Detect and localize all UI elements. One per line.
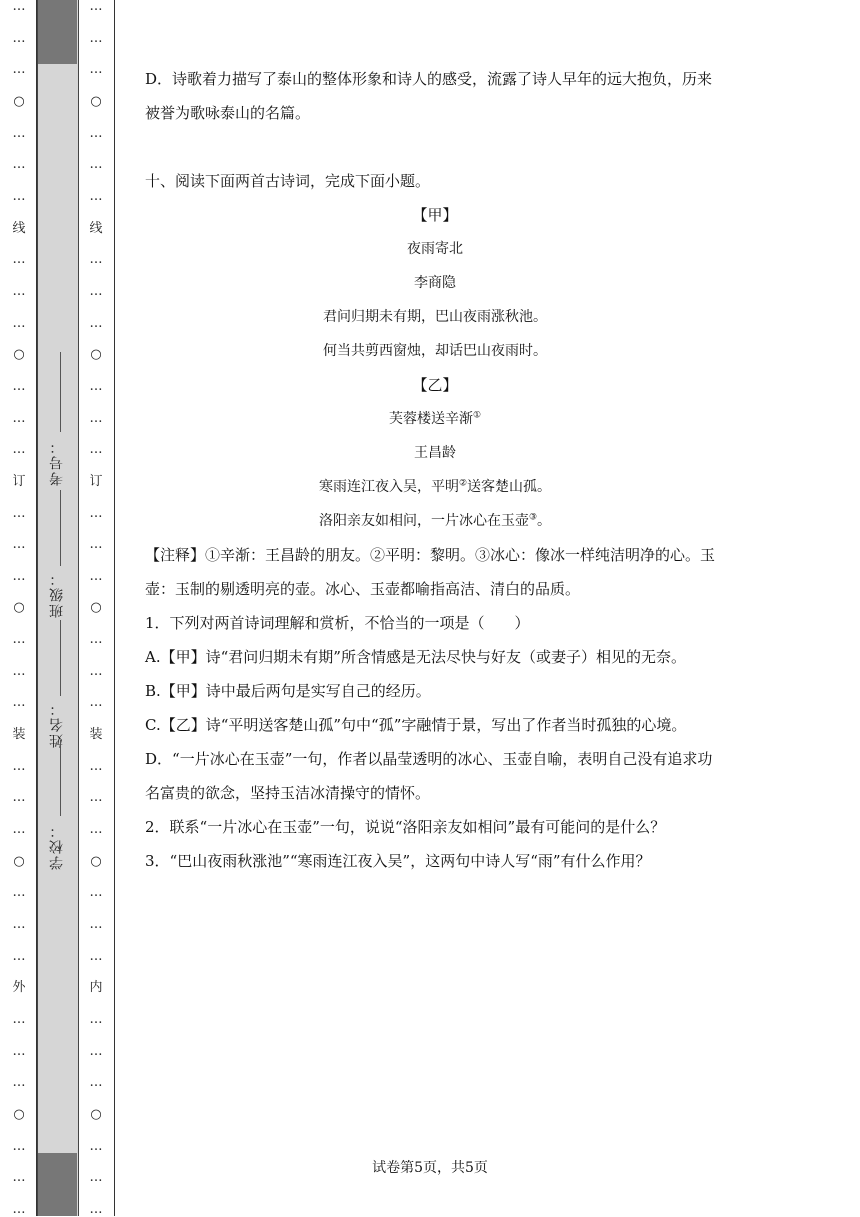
outer-binding-mark: …	[12, 442, 26, 458]
poem-a-author: 李商隐	[414, 275, 456, 291]
class-underline	[60, 490, 61, 566]
exam-no-field[interactable]	[46, 438, 68, 486]
poem-b-line-1: 寒雨连江夜入吴，平明②送客楚山孤。	[318, 478, 552, 495]
footnote-ref-1: ①	[472, 410, 482, 421]
outer-binding-marks	[9, 0, 29, 1216]
poem-b-tag: 【乙】	[412, 376, 458, 394]
inner-binding-mark: …	[89, 568, 103, 584]
inner-binding-mark: …	[89, 537, 103, 553]
prev-option-d-cont: 被誉为歌咏泰山的名篇。	[145, 104, 311, 122]
outer-binding-mark: …	[12, 188, 26, 204]
outer-binding-mark: 线	[12, 220, 26, 236]
outer-binding-mark: …	[12, 885, 26, 901]
inner-binding-mark: ○	[90, 347, 102, 363]
inner-binding-mark: …	[89, 663, 103, 679]
poem-b-title: 芙蓉楼送辛渐①	[388, 410, 482, 427]
outer-binding-mark: …	[12, 283, 26, 299]
inner-binding-mark: 内	[89, 980, 103, 996]
outer-binding-mark: …	[12, 663, 26, 679]
inner-binding-mark: …	[89, 283, 103, 299]
outer-binding-mark: …	[12, 315, 26, 331]
inner-binding-mark: ○	[90, 1106, 102, 1122]
outer-binding-mark: …	[12, 568, 26, 584]
school-label: 学校：	[49, 822, 65, 870]
poem-b-author: 王昌龄	[414, 445, 456, 461]
exam-no-label: 考号：	[49, 438, 65, 486]
outer-binding-mark: …	[12, 157, 26, 173]
inner-binding-mark: …	[89, 125, 103, 141]
question-1: 1．下列对两首诗词理解和赏析，不恰当的一项是（ ）	[145, 614, 530, 632]
inner-binding-mark: …	[89, 758, 103, 774]
q1-option-d-cont: 名富贵的欲念，坚持玉洁冰清操守的情怀。	[145, 784, 431, 802]
outer-binding-mark: …	[12, 917, 26, 933]
outer-binding-mark: …	[12, 1138, 26, 1154]
footnote-ref-2: ②	[458, 478, 468, 489]
inner-binding-mark: …	[89, 695, 103, 711]
name-underline	[60, 620, 61, 696]
inner-binding-mark: …	[89, 790, 103, 806]
school-field[interactable]	[46, 822, 68, 870]
outer-binding-mark: ○	[13, 93, 25, 109]
outer-binding-mark: …	[12, 822, 26, 838]
poem-a-title: 夜雨寄北	[407, 241, 463, 257]
band-top-block	[38, 0, 77, 64]
outer-binding-mark: 订	[12, 473, 26, 489]
inner-binding-mark: …	[89, 252, 103, 268]
name-label: 姓名：	[49, 700, 65, 748]
q1-option-c: C.【乙】诗“平明送客楚山孤”句中“孤”字融情于景，写出了作者当时孤独的心境。	[145, 716, 687, 734]
class-label: 班级：	[49, 570, 65, 618]
outer-binding-mark: …	[12, 505, 26, 521]
outer-binding-mark: ○	[13, 853, 25, 869]
inner-binding-mark: …	[89, 885, 103, 901]
outer-binding-mark: …	[12, 252, 26, 268]
annotation-notes: 【注释】①辛渐：王昌龄的朋友。②平明：黎明。③冰心：像冰一样纯洁明净的心。玉	[145, 546, 716, 564]
inner-binding-mark: 线	[89, 220, 103, 236]
inner-binding-mark: …	[89, 157, 103, 173]
outer-binding-mark: …	[12, 1075, 26, 1091]
outer-binding-mark: …	[12, 30, 26, 46]
inner-binding-mark: …	[89, 505, 103, 521]
inner-binding-mark: …	[89, 378, 103, 394]
outer-binding-mark: …	[12, 62, 26, 78]
outer-binding-mark: …	[12, 0, 26, 14]
outer-binding-mark: …	[12, 1170, 26, 1186]
inner-binding-mark: ○	[90, 853, 102, 869]
outer-binding-mark: …	[12, 790, 26, 806]
inner-binding-mark: …	[89, 632, 103, 648]
section-heading: 十、阅读下面两首古诗词，完成下面小题。	[145, 172, 431, 190]
question-content	[145, 62, 725, 878]
page-footer: 试卷第5页，共5页	[372, 1160, 488, 1176]
inner-binding-mark: …	[89, 822, 103, 838]
inner-binding-mark: …	[89, 1012, 103, 1027]
prev-option-d: D．诗歌着力描写了泰山的整体形象和诗人的感受，流露了诗人早年的远大抱负，历来	[145, 70, 713, 88]
inner-binding-mark: …	[89, 62, 103, 78]
poem-a-tag: 【甲】	[412, 206, 458, 224]
inner-binding-mark: 装	[89, 727, 103, 743]
question-2: 2．联系“一片冰心在玉壶”一句，说说“洛阳亲友如相问”最有可能问的是什么？	[145, 818, 666, 836]
outer-binding-mark: …	[12, 632, 26, 648]
outer-binding-mark: …	[12, 537, 26, 553]
outer-binding-mark: …	[12, 125, 26, 141]
exam-no-underline	[60, 352, 61, 432]
poem-b-line-2: 洛阳亲友如相问，一片冰心在玉壶③。	[318, 512, 552, 529]
inner-binding-mark: ○	[90, 600, 102, 616]
outer-binding-mark: …	[12, 378, 26, 394]
content-border-line	[114, 0, 115, 1216]
inner-binding-mark: …	[89, 188, 103, 204]
outer-binding-mark: …	[12, 758, 26, 774]
outer-binding-mark: …	[12, 1043, 26, 1059]
inner-binding-mark: …	[89, 1201, 103, 1217]
inner-binding-marks	[86, 0, 106, 1216]
inner-binding-mark: …	[89, 410, 103, 426]
outer-binding-mark: …	[12, 1201, 26, 1217]
q1-option-b: B.【甲】诗中最后两句是实写自己的经历。	[145, 682, 431, 700]
inner-binding-mark: …	[89, 917, 103, 933]
question-3: 3．“巴山夜雨秋涨池”“寒雨连江夜入吴”，这两句中诗人写“雨”有什么作用？	[145, 852, 651, 870]
footnote-ref-3: ③	[528, 512, 538, 523]
annotation-notes-cont: 壶：玉制的剔透明亮的壶。冰心、玉壶都喻指高洁、清白的品质。	[145, 580, 581, 598]
inner-binding-mark: …	[89, 948, 103, 964]
inner-binding-mark: ○	[90, 93, 102, 109]
class-field[interactable]	[46, 570, 68, 618]
inner-binding-mark: …	[89, 1138, 103, 1154]
inner-binding-mark: …	[89, 1043, 103, 1059]
outer-binding-mark: 外	[12, 980, 26, 996]
outer-binding-mark: …	[12, 410, 26, 426]
q1-option-a: A.【甲】诗“君问归期未有期”所含情感是无法尽快与好友（或妻子）相见的无奈。	[145, 648, 686, 666]
poem-a-line-1: 君问归期未有期，巴山夜雨涨秋池。	[323, 309, 547, 325]
name-field[interactable]	[46, 700, 68, 748]
q1-option-d: D．“一片冰心在玉壶”一句，作者以晶莹透明的冰心、玉壶自喻，表明自己没有追求功	[145, 750, 713, 768]
inner-binding-mark: …	[89, 315, 103, 331]
outer-binding-mark: ○	[13, 600, 25, 616]
outer-binding-mark: …	[12, 948, 26, 964]
outer-binding-mark: 装	[12, 727, 26, 743]
inner-binding-mark: …	[89, 442, 103, 458]
outer-binding-mark: ○	[13, 1106, 25, 1122]
inner-binding-mark: …	[89, 30, 103, 46]
inner-binding-mark: 订	[89, 473, 103, 489]
inner-binding-mark: …	[89, 0, 103, 14]
outer-binding-mark: …	[12, 1012, 26, 1027]
inner-binding-mark: …	[89, 1170, 103, 1186]
outer-binding-mark: …	[12, 695, 26, 711]
school-underline	[60, 740, 61, 816]
inner-binding-mark: …	[89, 1075, 103, 1091]
outer-binding-mark: ○	[13, 347, 25, 363]
poem-a-line-2: 何当共剪西窗烛，却话巴山夜雨时。	[323, 343, 547, 359]
